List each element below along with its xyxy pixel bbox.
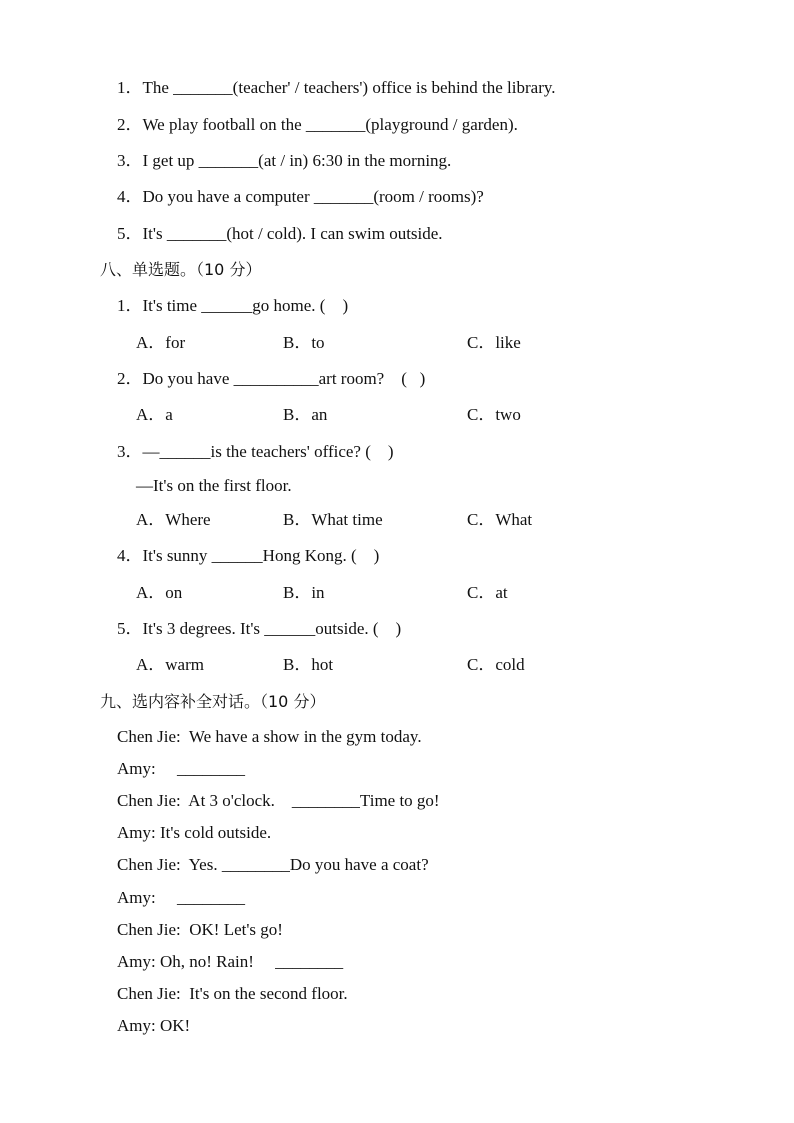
question-3-answer-line: —It's on the first floor. (136, 476, 292, 495)
fill-item-1: 1．The _______(teacher' / teachers') office is behind the library. (117, 78, 556, 97)
question-4-stem: 4．It's sunny ______Hong Kong. ( ) (117, 546, 380, 565)
question-5-stem: 5．It's 3 degrees. It's ______outside. ( ) (117, 619, 402, 638)
question-3-stem: 3．—______is the teachers' office? ( ) (117, 442, 394, 461)
question-3-option-a: A．Where (136, 510, 211, 529)
dialogue-line-4: Amy: It's cold outside. (117, 823, 272, 842)
section-title-9: 九、选内容补全对话。（10 分） (100, 692, 326, 711)
fill-item-5: 5．It's _______(hot / cold). I can swim outside. (117, 224, 443, 243)
dialogue-line-8: Amy: Oh, no! Rain! ________ (117, 952, 344, 971)
question-1-option-a: A．for (136, 333, 186, 352)
dialogue-line-5: Chen Jie: Yes. ________Do you have a coat? (117, 855, 429, 874)
dialogue-line-9: Chen Jie: It's on the second floor. (117, 984, 348, 1003)
question-1-option-c: C．like (467, 333, 521, 352)
question-1-option-b: B．to (283, 333, 325, 352)
question-5-option-a: A．warm (136, 655, 204, 674)
fill-item-2: 2．We play football on the _______(playground / garden). (117, 115, 518, 134)
dialogue-line-3: Chen Jie: At 3 o'clock. ________Time to go! (117, 791, 440, 810)
section-title-8: 八、单选题。（10 分） (100, 260, 262, 279)
question-4-option-a: A．on (136, 583, 183, 602)
question-3-option-b: B．What time (283, 510, 383, 529)
question-2-stem: 2．Do you have __________art room? ( ) (117, 369, 426, 388)
question-3-option-c: C．What (467, 510, 533, 529)
question-2-option-c: C．two (467, 405, 521, 424)
question-4-option-c: C．at (467, 583, 508, 602)
dialogue-line-10: Amy: OK! (117, 1016, 191, 1035)
question-1-stem: 1．It's time ______go home. ( ) (117, 296, 349, 315)
dialogue-line-6: Amy: ________ (117, 888, 245, 907)
fill-item-3: 3．I get up _______(at / in) 6:30 in the morning. (117, 151, 452, 170)
question-2-option-b: B．an (283, 405, 328, 424)
question-5-option-c: C．cold (467, 655, 525, 674)
question-4-option-b: B．in (283, 583, 325, 602)
fill-item-4: 4．Do you have a computer _______(room / rooms)? (117, 187, 484, 206)
question-5-option-b: B．hot (283, 655, 334, 674)
question-2-option-a: A．a (136, 405, 173, 424)
dialogue-line-2: Amy: ________ (117, 759, 245, 778)
dialogue-line-7: Chen Jie: OK! Let's go! (117, 920, 283, 939)
dialogue-line-1: Chen Jie: We have a show in the gym today. (117, 727, 422, 746)
